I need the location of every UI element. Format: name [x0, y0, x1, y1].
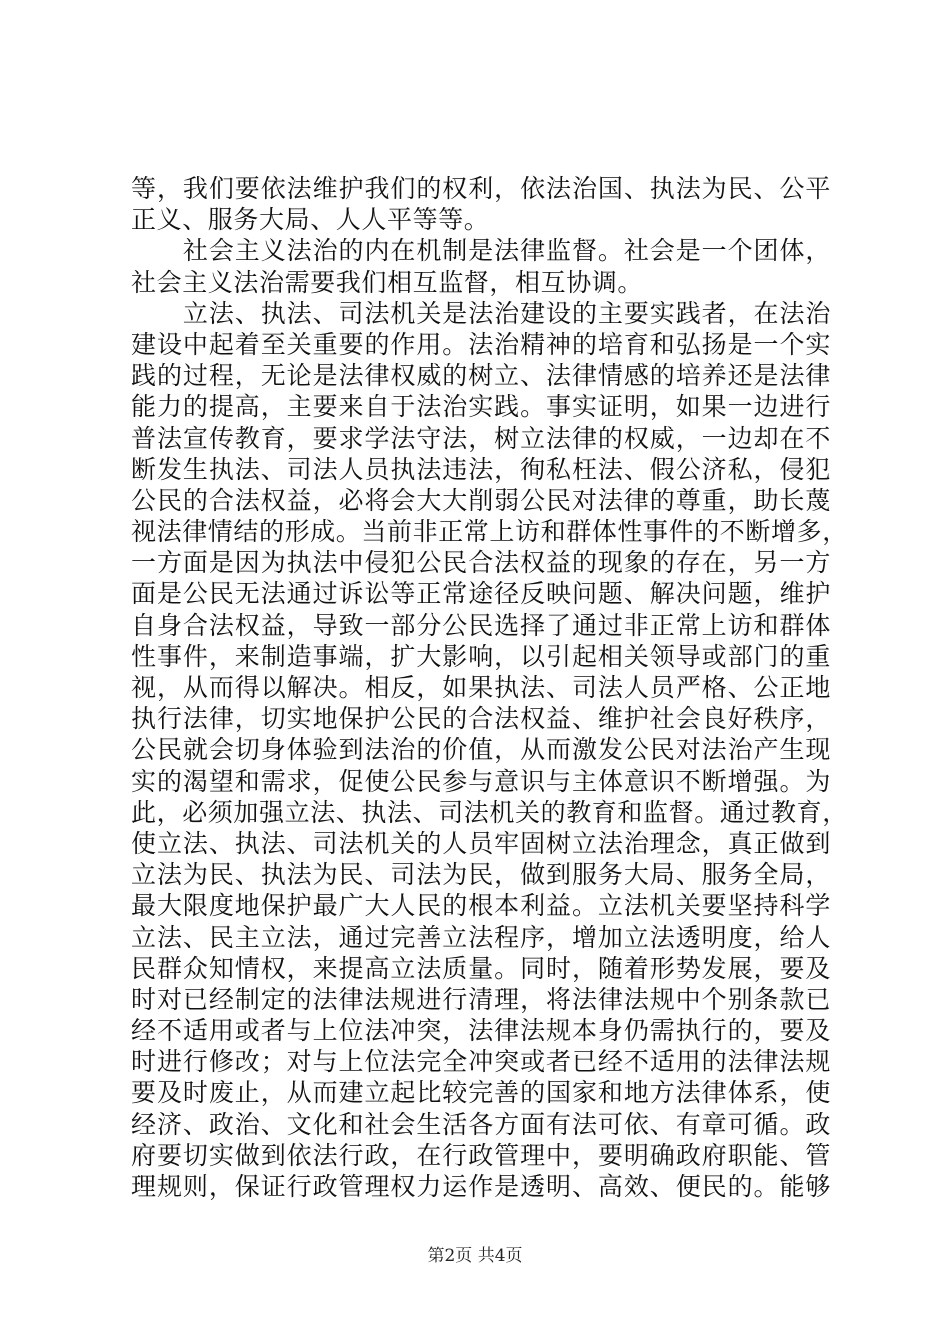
text-line: 民群众知情权，来提高立法质量。同时，随着形势发展，要及 — [131, 953, 831, 983]
text-line: 能力的提高，主要来自于法治实践。事实证明，如果一边进行 — [131, 392, 831, 422]
text-line: 公民的合法权益，必将会大大削弱公民对法律的尊重，助长蔑 — [131, 485, 831, 515]
page-number-footer: 第2页 共4页 — [427, 1246, 523, 1266]
text-line: 理规则，保证行政管理权力运作是透明、高效、便民的。能够 — [131, 1172, 831, 1201]
text-line: 自身合法权益，导致一部分公民选择了通过非正常上访和群体 — [131, 610, 831, 640]
text-line: 时进行修改；对与上位法完全冲突或者已经不适用的法律法规 — [131, 1047, 831, 1077]
text-line: 经不适用或者与上位法冲突，法律法规本身仍需执行的，要及 — [131, 1016, 831, 1046]
text-line: 立法、执法、司法机关是法治建设的主要实践者，在法治 — [131, 298, 831, 328]
text-line: 府要切实做到依法行政，在行政管理中，要明确政府职能、管 — [131, 1140, 831, 1170]
text-line: 性事件，来制造事端，扩大影响，以引起相关领导或部门的重 — [131, 641, 831, 671]
text-line: 要及时废止，从而建立起比较完善的国家和地方法律体系，使 — [131, 1078, 831, 1108]
text-line: 普法宣传教育，要求学法守法，树立法律的权威，一边却在不 — [131, 423, 831, 453]
text-line: 社会主义法治的内在机制是法律监督。社会是一个团体， — [131, 236, 831, 266]
text-line: 一方面是因为执法中侵犯公民合法权益的现象的存在，另一方 — [131, 548, 831, 578]
text-line: 断发生执法、司法人员执法违法，徇私枉法、假公济私，侵犯 — [131, 454, 831, 484]
text-line: 立法为民、执法为民、司法为民，做到服务大局、服务全局， — [131, 860, 831, 890]
text-line: 视法律情结的形成。当前非正常上访和群体性事件的不断增多， — [131, 517, 848, 547]
text-line: 立法、民主立法，通过完善立法程序，增加立法透明度，给人 — [131, 922, 831, 952]
text-line: 经济、政治、文化和社会生活各方面有法可依、有章可循。政 — [131, 1109, 831, 1139]
text-line: 面是公民无法通过诉讼等正常途径反映问题、解决问题，维护 — [131, 579, 831, 609]
text-line: 实的渴望和需求，促使公民参与意识与主体意识不断增强。为 — [131, 766, 831, 796]
text-line: 公民就会切身体验到法治的价值，从而激发公民对法治产生现 — [131, 735, 831, 765]
body-text — [131, 173, 848, 1202]
text-line: 社会主义法治需要我们相互监督，相互协调。 — [131, 267, 644, 297]
text-line: 最大限度地保护最广大人民的根本利益。立法机关要坚持科学 — [131, 891, 831, 921]
text-line: 时对已经制定的法律法规进行清理，将法律法规中个别条款已 — [131, 984, 831, 1014]
text-line: 正义、服务大局、人人平等等。 — [131, 205, 490, 235]
text-line: 执行法律，切实地保护公民的合法权益、维护社会良好秩序， — [131, 704, 831, 734]
text-line: 践的过程，无论是法律权威的树立、法律情感的培养还是法律 — [131, 361, 831, 391]
text-line: 等，我们要依法维护我们的权利，依法治国、执法为民、公平 — [131, 174, 831, 203]
text-line: 使立法、执法、司法机关的人员牢固树立法治理念，真正做到 — [131, 828, 831, 858]
text-line: 此，必须加强立法、执法、司法机关的教育和监督。通过教育， — [131, 797, 848, 827]
text-line: 视，从而得以解决。相反，如果执法、司法人员严格、公正地 — [131, 673, 831, 702]
text-line: 建设中起着至关重要的作用。法治精神的培育和弘扬是一个实 — [131, 329, 831, 359]
